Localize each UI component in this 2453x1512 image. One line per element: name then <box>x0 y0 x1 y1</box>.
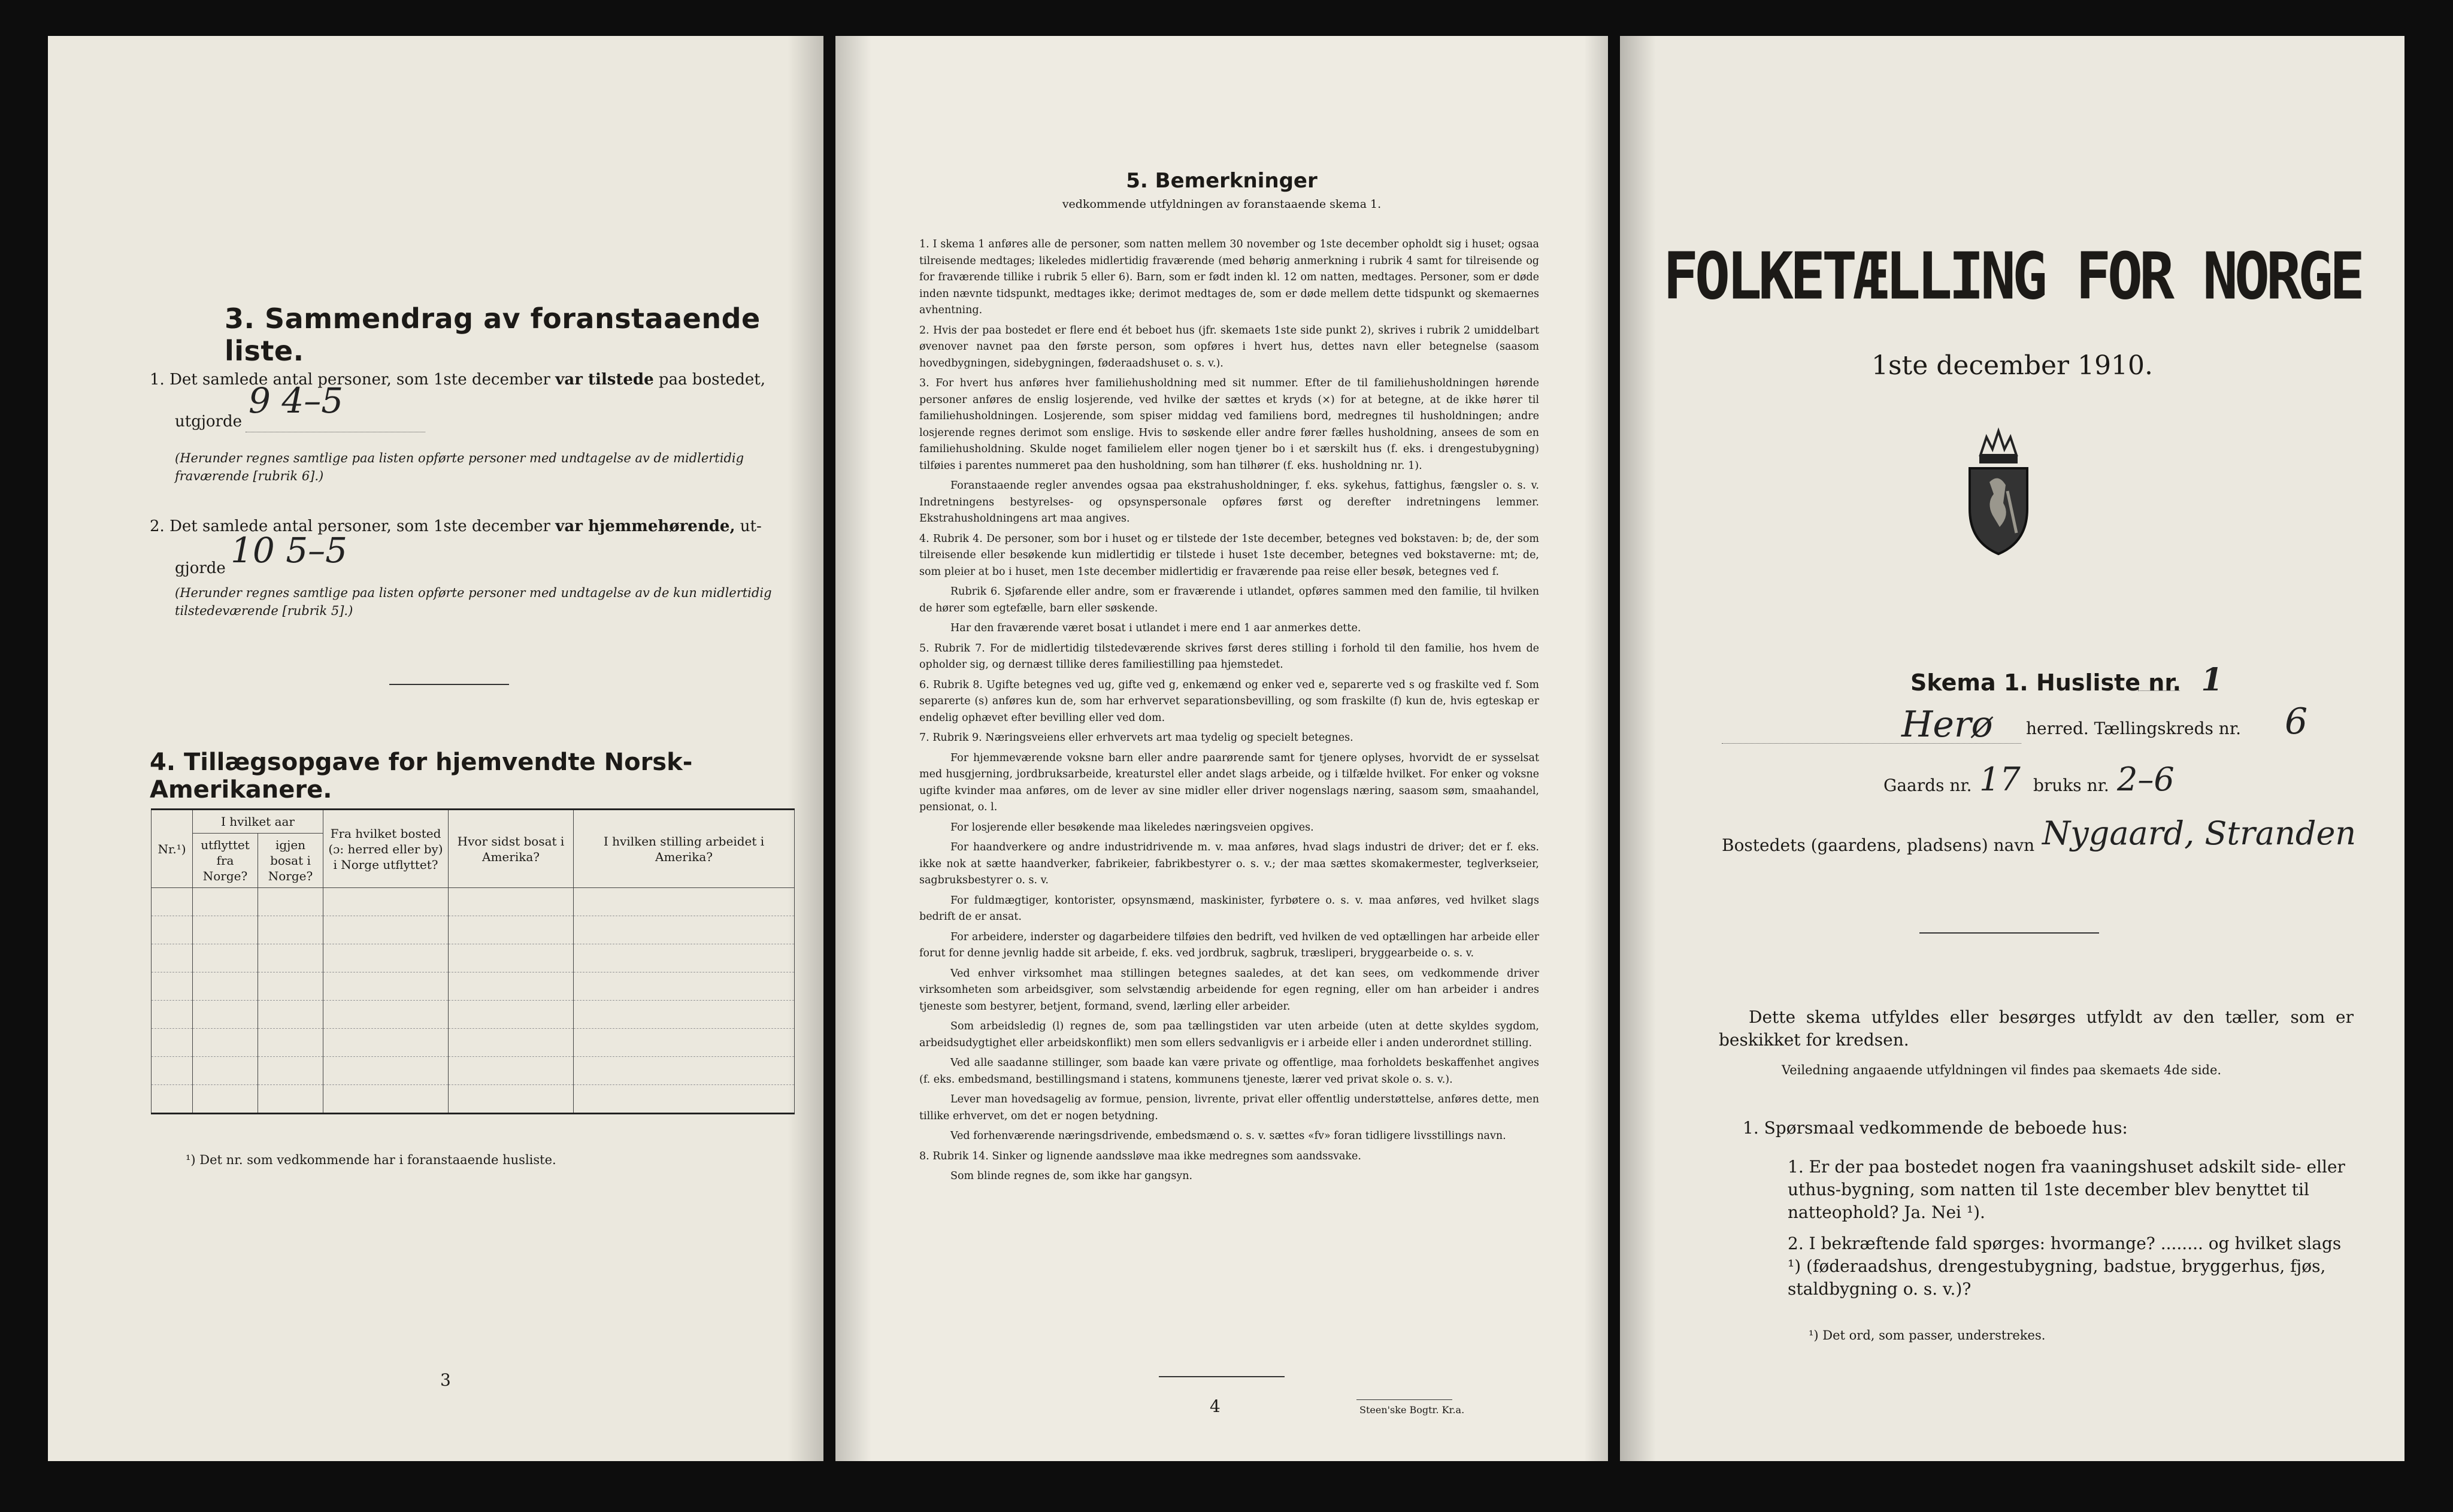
item2-line: 2. Det samlede antal personer, som 1ste december var hjemmehørende, ut- <box>150 517 762 535</box>
remark-paragraph: 5. Rubrik 7. For de midlertidig tilstedeværende skrives først deres stilling i forhold til den familie, hos hvem de opholder sig, og dernæst tillike deres familiestilling paa hjemstedet. <box>919 642 1539 671</box>
remark-paragraph: For losjerende eller besøkende maa likeledes næringsveien opgives. <box>950 821 1314 834</box>
dotted-line <box>1722 743 2021 744</box>
bemerkninger-subtitle: vedkommende utfyldningen av foranstaaende skema 1. <box>1062 198 1382 211</box>
remark-paragraph: Som arbeidsledig (l) regnes de, som paa tællingstiden var uten arbeide (uten at dette skyldes sygdom, arbeidsudygtighet eller arbeidskonflikt) men som ellers sedvanligvis er i arbeide eller i anden underordnet stilling. <box>919 1020 1539 1049</box>
table-footnote: ¹) Det nr. som vedkommende har i foranstaaende husliste. <box>186 1153 556 1167</box>
remark-paragraph: 2. Hvis der paa bostedet er flere end ét beboet hus (jfr. skemaets 1ste side punkt 2), skrives i rubrik 2 umiddelbart øvenover navnet paa den første person, som opføres i hvert hus, dettes navn eller betegnelse (saasom hovedbygningen, sidebygningen, føderaadshuset o. s. v.). <box>919 324 1539 369</box>
col-group-aar: I hvilket aar <box>193 810 323 834</box>
section3-title: 3. Sammendrag av foranstaaende liste. <box>225 302 761 367</box>
item1-line: 1. Det samlede antal personer, som 1ste december var tilstede paa bostedet, <box>150 371 766 389</box>
col-utflyttet: utflyttet fra Norge? <box>193 834 258 888</box>
remark-paragraph: Lever man hovedsagelig av formue, pension, livrente, privat eller offentlig understøttelse, anføres dette, men tillike erhvervet, om det er nogen betydning. <box>919 1093 1539 1122</box>
gaards-handwritten: 17 <box>1979 760 2021 798</box>
separator-rule <box>1159 1376 1285 1377</box>
col-nr: Nr.¹) <box>152 810 193 888</box>
remark-paragraph: For arbeidere, inderster og dagarbeidere tilføies den bedrift, ved hvilken de ved optællingen har arbeide eller forut for denne jevnlig hadde sit arbeide, f. eks. ved jordbruk, sagbruk, træsliperi, bryggearbeide o. s. v. <box>919 931 1539 959</box>
bosted-label: Bostedets (gaardens, pladsens) navn <box>1722 835 2035 855</box>
census-title: FOLKETÆLLING FOR NORGE <box>1662 239 2362 314</box>
col-hvor-bosat: Hvor sidst bosat i Amerika? <box>449 810 574 888</box>
remark-paragraph: Som blinde regnes de, som ikke har gangsyn. <box>950 1170 1193 1182</box>
norsk-amerikanere-table <box>151 808 795 1114</box>
remark-paragraph: For fuldmægtiger, kontorister, opsynsmænd, maskinister, fyrbøtere o. s. v. maa anføres, ved hvilket slags bedrift de er ansat. <box>919 894 1539 923</box>
bosted-handwritten: Nygaard, Stranden <box>2042 814 2357 852</box>
remark-paragraph: Ved alle saadanne stillinger, som baade kan være private og offentlige, maa forholdets beskaffenhet angives (f. eks. embedsmand, bestillingsmand i statens, kommunens tjeneste, lærer ved privat skole o. s. v.). <box>919 1057 1539 1086</box>
col-stilling: I hvilken stilling arbeidet i Amerika? <box>574 810 795 888</box>
item2-note: (Herunder regnes samtlige paa listen opførte personer med undtagelse av de kun midlertidig tilstedeværende [rubrik 5].) <box>175 586 772 618</box>
item1-note: (Herunder regnes samtlige paa listen opførte personer med undtagelse av de midlertidig fraværende [rubrik 6].) <box>175 451 744 483</box>
page-fold-shadow-right <box>1584 36 1608 1461</box>
remark-paragraph: Ved enhver virksomhet maa stillingen betegnes saaledes, at det kan sees, om vedkommende driver virksomheten som arbeidsgiver, som selvstændig arbeidende for egen regning, eller om han arbeider i andres tjeneste som bestyrer, betjent, formand, svend, lærling eller arbeider. <box>919 967 1539 1013</box>
krets-handwritten: 6 <box>2285 701 2308 743</box>
table-row <box>152 1057 795 1085</box>
remark-paragraph: 1. I skema 1 anføres alle de personer, som natten mellem 30 november og 1ste december opholdt sig i huset; ogsaa tilreisende medtages; likeledes midlertidig fraværende (med behørig anmerkning i rubrik 4 samt for tilreisende og for fraværende tillike i rubrik 5 eller 6). Barn, som er født inden kl. 12 om natten, medtages. Personer, som er døde inden nævnte tidspunkt, medtages ikke; derimot medtages de, som er døde mellem dette tidspunkt og skemaernes avhentning. <box>919 238 1539 316</box>
table-row <box>152 944 795 972</box>
remark-paragraph: 6. Rubrik 8. Ugifte betegnes ved ug, gifte ved g, enkemænd og enker ved e, separerte ved s og fraskilte ved f. Som separerte (s) anføres kun de, som har erhvervet separationsbevilling, og som fraskilte (f) kun de, hvis egteskap er endelig ophævet efter bevilling eller ved dom. <box>919 678 1539 724</box>
remark-paragraph: Rubrik 6. Sjøfarende eller andre, som er fraværende i utlandet, opføres sammen med den familie, til hvilken de hører som egtefælle, barn eller søskende. <box>919 586 1539 614</box>
page-fold-shadow <box>835 36 871 1461</box>
gaards-label: Gaards nr. <box>1883 775 1972 795</box>
instruction-small: Veiledning angaaende utfyldningen vil findes paa skemaets 4de side. <box>1782 1063 2222 1077</box>
bruks-handwritten: 2–6 <box>2117 760 2175 798</box>
bemerkninger-title: 5. Bemerkninger <box>1126 169 1318 193</box>
page-number: 4 <box>1210 1396 1221 1416</box>
norway-coat-of-arms-icon <box>1963 425 2034 557</box>
separator-rule <box>389 684 509 685</box>
item1-utgjorde: utgjorde <box>175 413 243 431</box>
table-row <box>152 1029 795 1057</box>
page-number: 3 <box>440 1370 451 1390</box>
page-middle <box>835 36 1608 1461</box>
dotted-line <box>2138 690 2180 691</box>
remark-paragraph: Ved forhenværende næringsdrivende, embedsmænd o. s. v. sættes «fv» foran tidligere livsstillings navn. <box>950 1130 1506 1142</box>
col-igjen: igjen bosat i Norge? <box>258 834 323 888</box>
remark-paragraph: 8. Rubrik 14. Sinker og lignende aandssløve maa ikke medregnes som aandssvake. <box>919 1150 1361 1162</box>
census-date: 1ste december 1910. <box>1871 350 2154 381</box>
question-2: 2. I bekræftende fald spørges: hvormange? ........ og hvilket slags ¹) (føderaadshus, drengestubygning, badstue, bryggerhus, fjøs, staldbygning o. s. v.)? <box>1788 1234 2342 1299</box>
skema-label: Skema 1. Husliste nr. 1 <box>1910 662 2223 698</box>
printer-imprint: Steen'ske Bogtr. Kr.a. <box>1359 1404 1465 1416</box>
remark-paragraph: 3. For hvert hus anføres hver familiehusholdning med sit nummer. Efter de til familiehusholdningen hørende personer anføres de enslig losjerende, ved hvilke der sættes et kryds (×) for at betegne, at de ikke hører til familiehusholdningen. Losjerende, som spiser middag ved familiens bord, medregnes til husholdningen; andre losjerende regnes derimot som enslige. Hvis to søskende eller andre fører fælles husholdning, ansees de som en familiehusholdning. Skulde noget familielem eller nogen tjener bo i et særskilt hus (f. eks. i drengestubygning) tilføies i parentes nummeret paa den husholdning, som han tilhører (f. eks. husholdning nr. 1). <box>919 377 1539 472</box>
col-fra-bosted: Fra hvilket bosted (ɔ: herred eller by) i Norge utflyttet? <box>323 810 449 888</box>
table-row <box>152 1085 795 1114</box>
section4-title: 4. Tillægsopgave for hjemvendte Norsk-Amerikanere. <box>150 749 693 804</box>
table-row <box>152 1001 795 1029</box>
table-row <box>152 888 795 916</box>
remark-paragraph: Foranstaaende regler anvendes ogsaa paa ekstrahusholdninger, f. eks. sykehus, fattighus, fængsler o. s. v. Indretningens bestyrelses- og opsynspersonale opføres først og derefter indretningens lemmer. Ekstrahusholdningens art maa angives. <box>919 480 1539 525</box>
herred-handwritten: Herø <box>1901 704 1993 746</box>
table-row <box>152 916 795 944</box>
question-1: 1. Er der paa bostedet nogen fra vaaningshuset adskilt side- eller uthus-bygning, som natten til 1ste december blev benyttet til natteophold? Ja. Nei ¹). <box>1788 1157 2345 1222</box>
page-left <box>48 36 823 1461</box>
printer-rule <box>1356 1399 1452 1400</box>
ornament-rule <box>1919 932 2099 934</box>
page3-footnote: ¹) Det ord, som passer, understrekes. <box>1809 1328 2046 1343</box>
item2-handwritten: 10 5–5 <box>231 530 348 571</box>
remark-paragraph: For haandverkere og andre industridrivende m. v. maa anføres, hvad slags industri de driver; det er f. eks. ikke nok at sætte haandverker, fabrikeier, fabrikbestyrer o. s. v.; der maa sættes skomakermester, teglverkseier, sagbruksbestyrer o. s. v. <box>919 841 1539 886</box>
item2-gjorde: gjorde <box>175 559 226 577</box>
instruction-text: Dette skema utfyldes eller besørges utfyldt av den tæller, som er beskikket for kredsen. <box>1719 1007 2354 1050</box>
page-right <box>1620 36 2404 1461</box>
herred-label: herred. Tællingskreds nr. <box>2026 719 2242 738</box>
remark-paragraph: 4. Rubrik 4. De personer, som bor i huset og er tilstede der 1ste december, betegnes ved bokstaven: b; de, der som tilreisende eller besøkende kun midlertidig er tilstede i huset 1ste december, betegnes ved bokstaverne: mt; de, som pleier at bo i huset, men 1ste december midlertidig er fraværende paa reise eller besøk, betegnes ved f. <box>919 532 1539 578</box>
remark-paragraph: For hjemmeværende voksne barn eller andre paarørende samt for tjenere oplyses, hvorvidt de er sysselsat med husgjerning, jordbruksarbeide, kreaturstel eller andet slags arbeide, og i tilfælde hvilket. For enker og voksne ugifte kvinder maa anføres, om de lever av sine midler eller driver nogenslags næring, saasom søm, smaahandel, pensionat, o. l. <box>919 752 1539 813</box>
questions-heading: 1. Spørsmaal vedkommende de beboede hus: <box>1743 1118 2128 1138</box>
bruks-label: bruks nr. <box>2033 775 2109 795</box>
husliste-nr-handwritten: 1 <box>2201 662 2223 698</box>
remark-paragraph: 7. Rubrik 9. Næringsveiens eller erhvervets art maa tydelig og specielt betegnes. <box>919 732 1353 744</box>
table-row <box>152 972 795 1001</box>
remark-paragraph: Har den fraværende været bosat i utlandet i mere end 1 aar anmerkes dette. <box>950 622 1361 634</box>
bemerkninger-body <box>919 237 1539 1189</box>
item1-handwritten: 9 4–5 <box>249 380 344 421</box>
dotted-line <box>246 431 425 432</box>
